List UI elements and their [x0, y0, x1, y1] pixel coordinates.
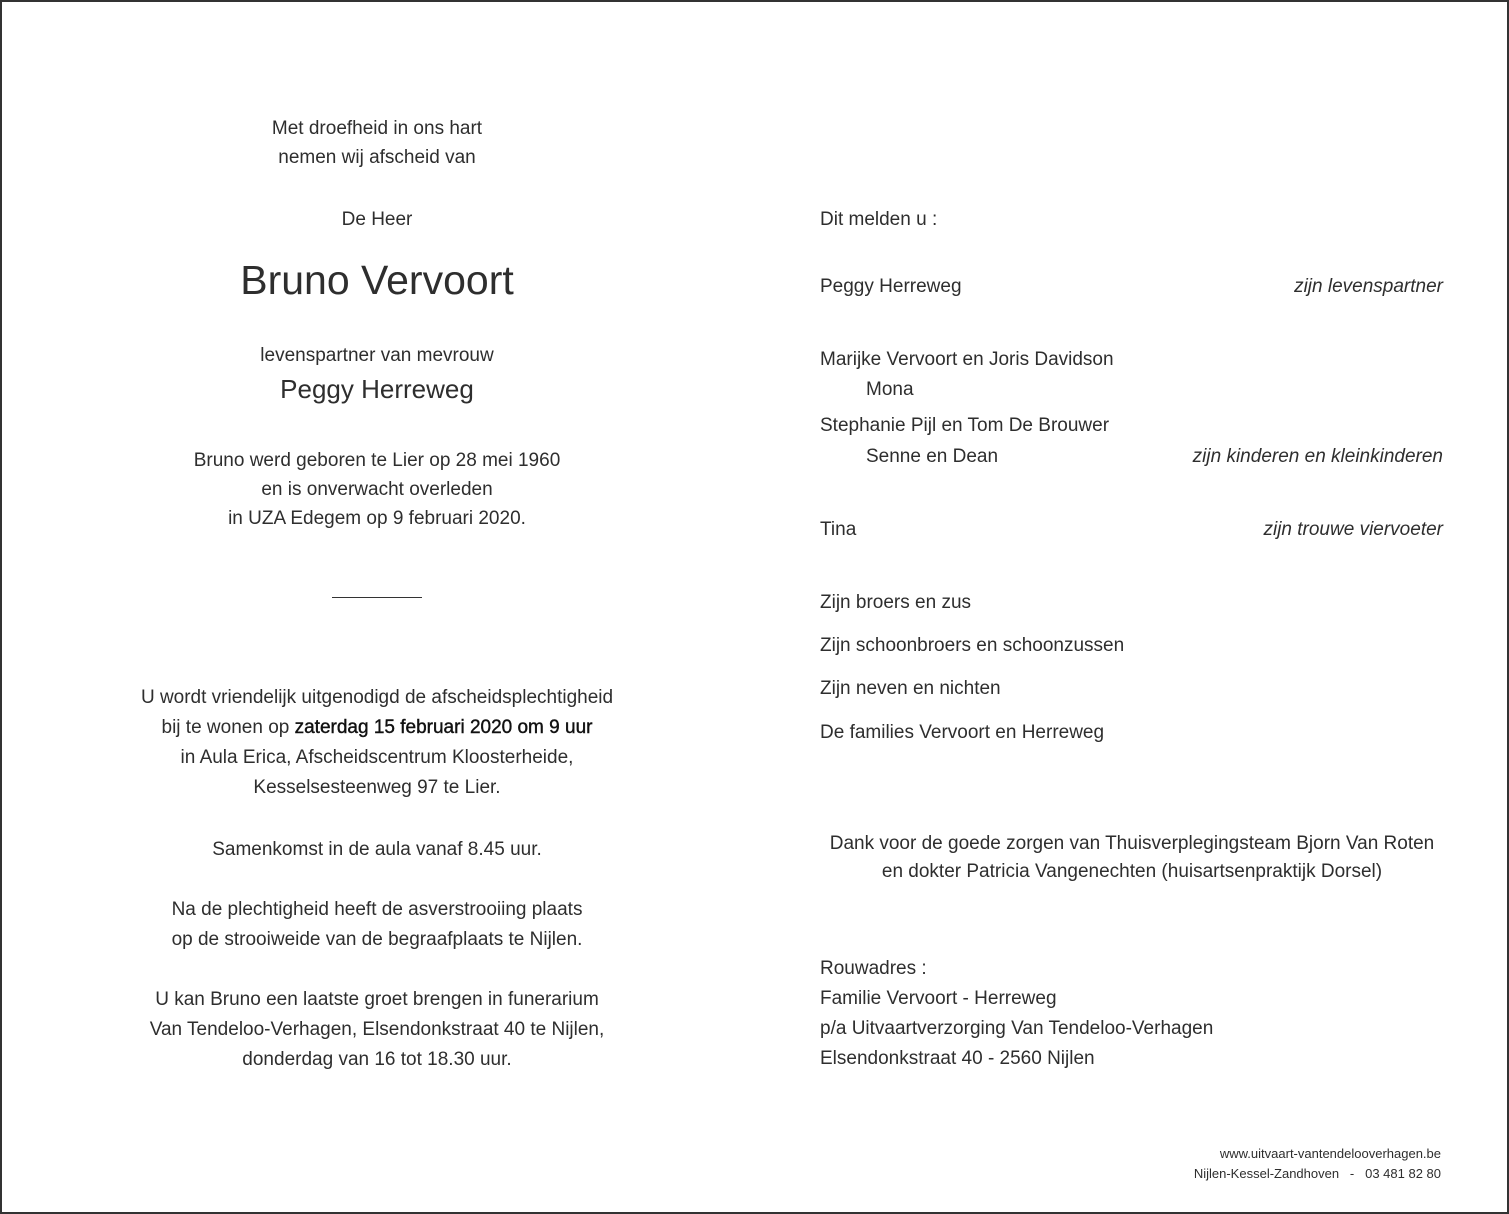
intro-line: nemen wij afscheid van	[278, 147, 476, 168]
relatives-line: Zijn schoonbroers en schoonzussen	[820, 635, 1125, 656]
address-line: Elsendonkstraat 40 - 2560 Nijlen	[820, 1048, 1095, 1069]
ceremony-text: bij te wonen op	[161, 717, 295, 738]
ceremony-line	[77, 716, 677, 740]
divider	[332, 597, 422, 598]
relatives-line: Zijn neven en nichten	[820, 678, 1001, 699]
family-role: zijn trouwe viervoeter	[1263, 519, 1443, 540]
footer-website: www.uitvaart-vantendelooverhagen.be	[1219, 1146, 1441, 1161]
visit-line: U kan Bruno een laatste groet brengen in funerarium	[155, 989, 599, 1010]
deceased-title: De Heer	[341, 209, 413, 230]
family-member: Mona	[866, 379, 914, 400]
visit-line: donderdag van 16 tot 18.30 uur.	[242, 1049, 512, 1070]
deceased-name: Bruno Vervoort	[240, 257, 514, 303]
visit-line: Van Tendeloo-Verhagen, Elsendonkstraat 40 te Nijlen,	[149, 1019, 605, 1040]
ceremony-line: in Aula Erica, Afscheidscentrum Kloosterheide,	[180, 747, 574, 768]
partner-name: Peggy Herreweg	[280, 374, 474, 404]
intro-line: Met droefheid in ons hart	[271, 118, 483, 139]
address-label: Rouwadres :	[820, 958, 927, 979]
life-line: en is onverwacht overleden	[261, 479, 493, 500]
family-member: Marijke Vervoort en Joris Davidson	[820, 349, 1114, 370]
ceremony-line: U wordt vriendelijk uitgenodigd de afscheidsplechtigheid	[140, 687, 614, 708]
relatives-line: Zijn broers en zus	[820, 592, 972, 613]
ceremony-line: Kesselsesteenweg 97 te Lier.	[253, 777, 501, 798]
life-line: in UZA Edegem op 9 februari 2020.	[228, 508, 526, 529]
relatives-line: De families Vervoort en Herreweg	[820, 722, 1105, 743]
ceremony-date: zaterdag 15 februari 2020 om 9 uur	[294, 717, 593, 738]
family-member: Peggy Herreweg	[820, 276, 962, 297]
address-line: Familie Vervoort - Herreweg	[820, 988, 1057, 1009]
gathering-text: Samenkomst in de aula vanaf 8.45 uur.	[212, 839, 542, 860]
family-member: Stephanie Pijl en Tom De Brouwer	[820, 415, 1110, 436]
family-member: Tina	[820, 519, 857, 540]
family-role: zijn kinderen en kleinkinderen	[1192, 446, 1443, 467]
scattering-line: op de strooiweide van de begraafplaats te Nijlen.	[171, 929, 583, 950]
address-line: p/a Uitvaartverzorging Van Tendeloo-Verhagen	[820, 1018, 1214, 1039]
family-member: Senne en Dean	[866, 446, 999, 467]
partner-label: levenspartner van mevrouw	[260, 345, 494, 366]
announce-text: Dit melden u :	[820, 209, 938, 230]
family-role: zijn levenspartner	[1294, 276, 1443, 297]
thanks-line: en dokter Patricia Vangenechten (huisartsenpraktijk Dorsel)	[881, 861, 1383, 882]
scattering-line: Na de plechtigheid heeft de asverstrooiing plaats	[171, 899, 583, 920]
thanks-line: Dank voor de goede zorgen van Thuisverplegingsteam Bjorn Van Roten	[829, 833, 1435, 854]
life-line: Bruno werd geboren te Lier op 28 mei 1960	[193, 450, 561, 471]
footer-contact: Nijlen-Kessel-Zandhoven - 03 481 82 80	[1193, 1166, 1441, 1181]
